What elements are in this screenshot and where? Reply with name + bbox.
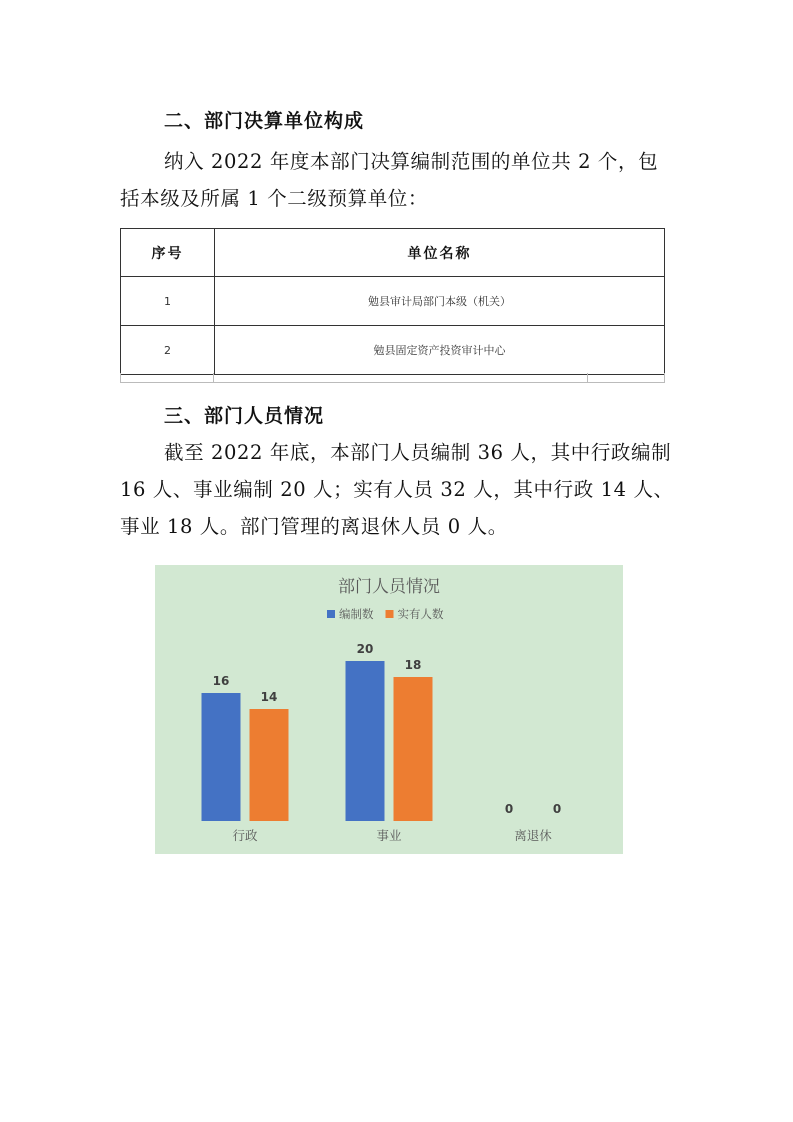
chart-svg	[155, 565, 623, 854]
header-no: 序号	[121, 229, 215, 277]
bar	[346, 661, 385, 821]
section2-heading: 二、部门决算单位构成	[164, 110, 365, 132]
cell-no: 1	[121, 277, 215, 326]
data-label: 0	[504, 802, 514, 816]
legend-swatch	[327, 610, 335, 618]
unit-table	[120, 228, 665, 375]
legend-label: 编制数	[339, 607, 374, 621]
para-line: 16 人、事业编制 20 人；实有人员 32 人，其中行政 14 人、	[120, 478, 674, 501]
para-line: 括本级及所属 1 个二级预算单位：	[120, 187, 429, 210]
divider	[587, 373, 588, 383]
para-line: 事业 18 人。部门管理的离退休人员 0 人。	[120, 515, 508, 538]
category-label: 事业	[376, 828, 402, 843]
legend-label: 实有人数	[397, 607, 444, 621]
cell-no: 2	[121, 326, 215, 375]
legend-swatch	[386, 610, 394, 618]
cell-name: 勉县审计局部门本级（机关）	[215, 277, 665, 326]
section2-paragraph	[120, 143, 680, 217]
cell-name: 勉县固定资产投资审计中心	[215, 326, 665, 375]
category-label: 行政	[232, 828, 258, 843]
category-label: 离退休	[514, 828, 552, 843]
bar	[202, 693, 241, 821]
data-label: 18	[404, 658, 422, 672]
chart-title: 部门人员情况	[338, 577, 440, 597]
bar	[250, 709, 289, 821]
section3-paragraph	[120, 434, 680, 545]
para-line: 纳入 2022 年度本部门决算编制范围的单位共 2 个，包	[164, 150, 659, 173]
table-row	[121, 326, 665, 375]
data-label: 0	[552, 802, 562, 816]
table-empty-row	[120, 373, 665, 383]
data-label: 14	[260, 690, 278, 704]
staff-chart	[155, 565, 623, 854]
para-line: 截至 2022 年底，本部门人员编制 36 人，其中行政编制	[164, 441, 672, 464]
divider	[213, 373, 214, 383]
header-name: 单位名称	[215, 229, 665, 277]
section3-heading: 三、部门人员情况	[164, 405, 325, 427]
table-row	[121, 277, 665, 326]
data-label: 20	[356, 642, 374, 656]
data-label: 16	[212, 674, 230, 688]
table-header-row	[121, 229, 665, 277]
bar	[394, 677, 433, 821]
